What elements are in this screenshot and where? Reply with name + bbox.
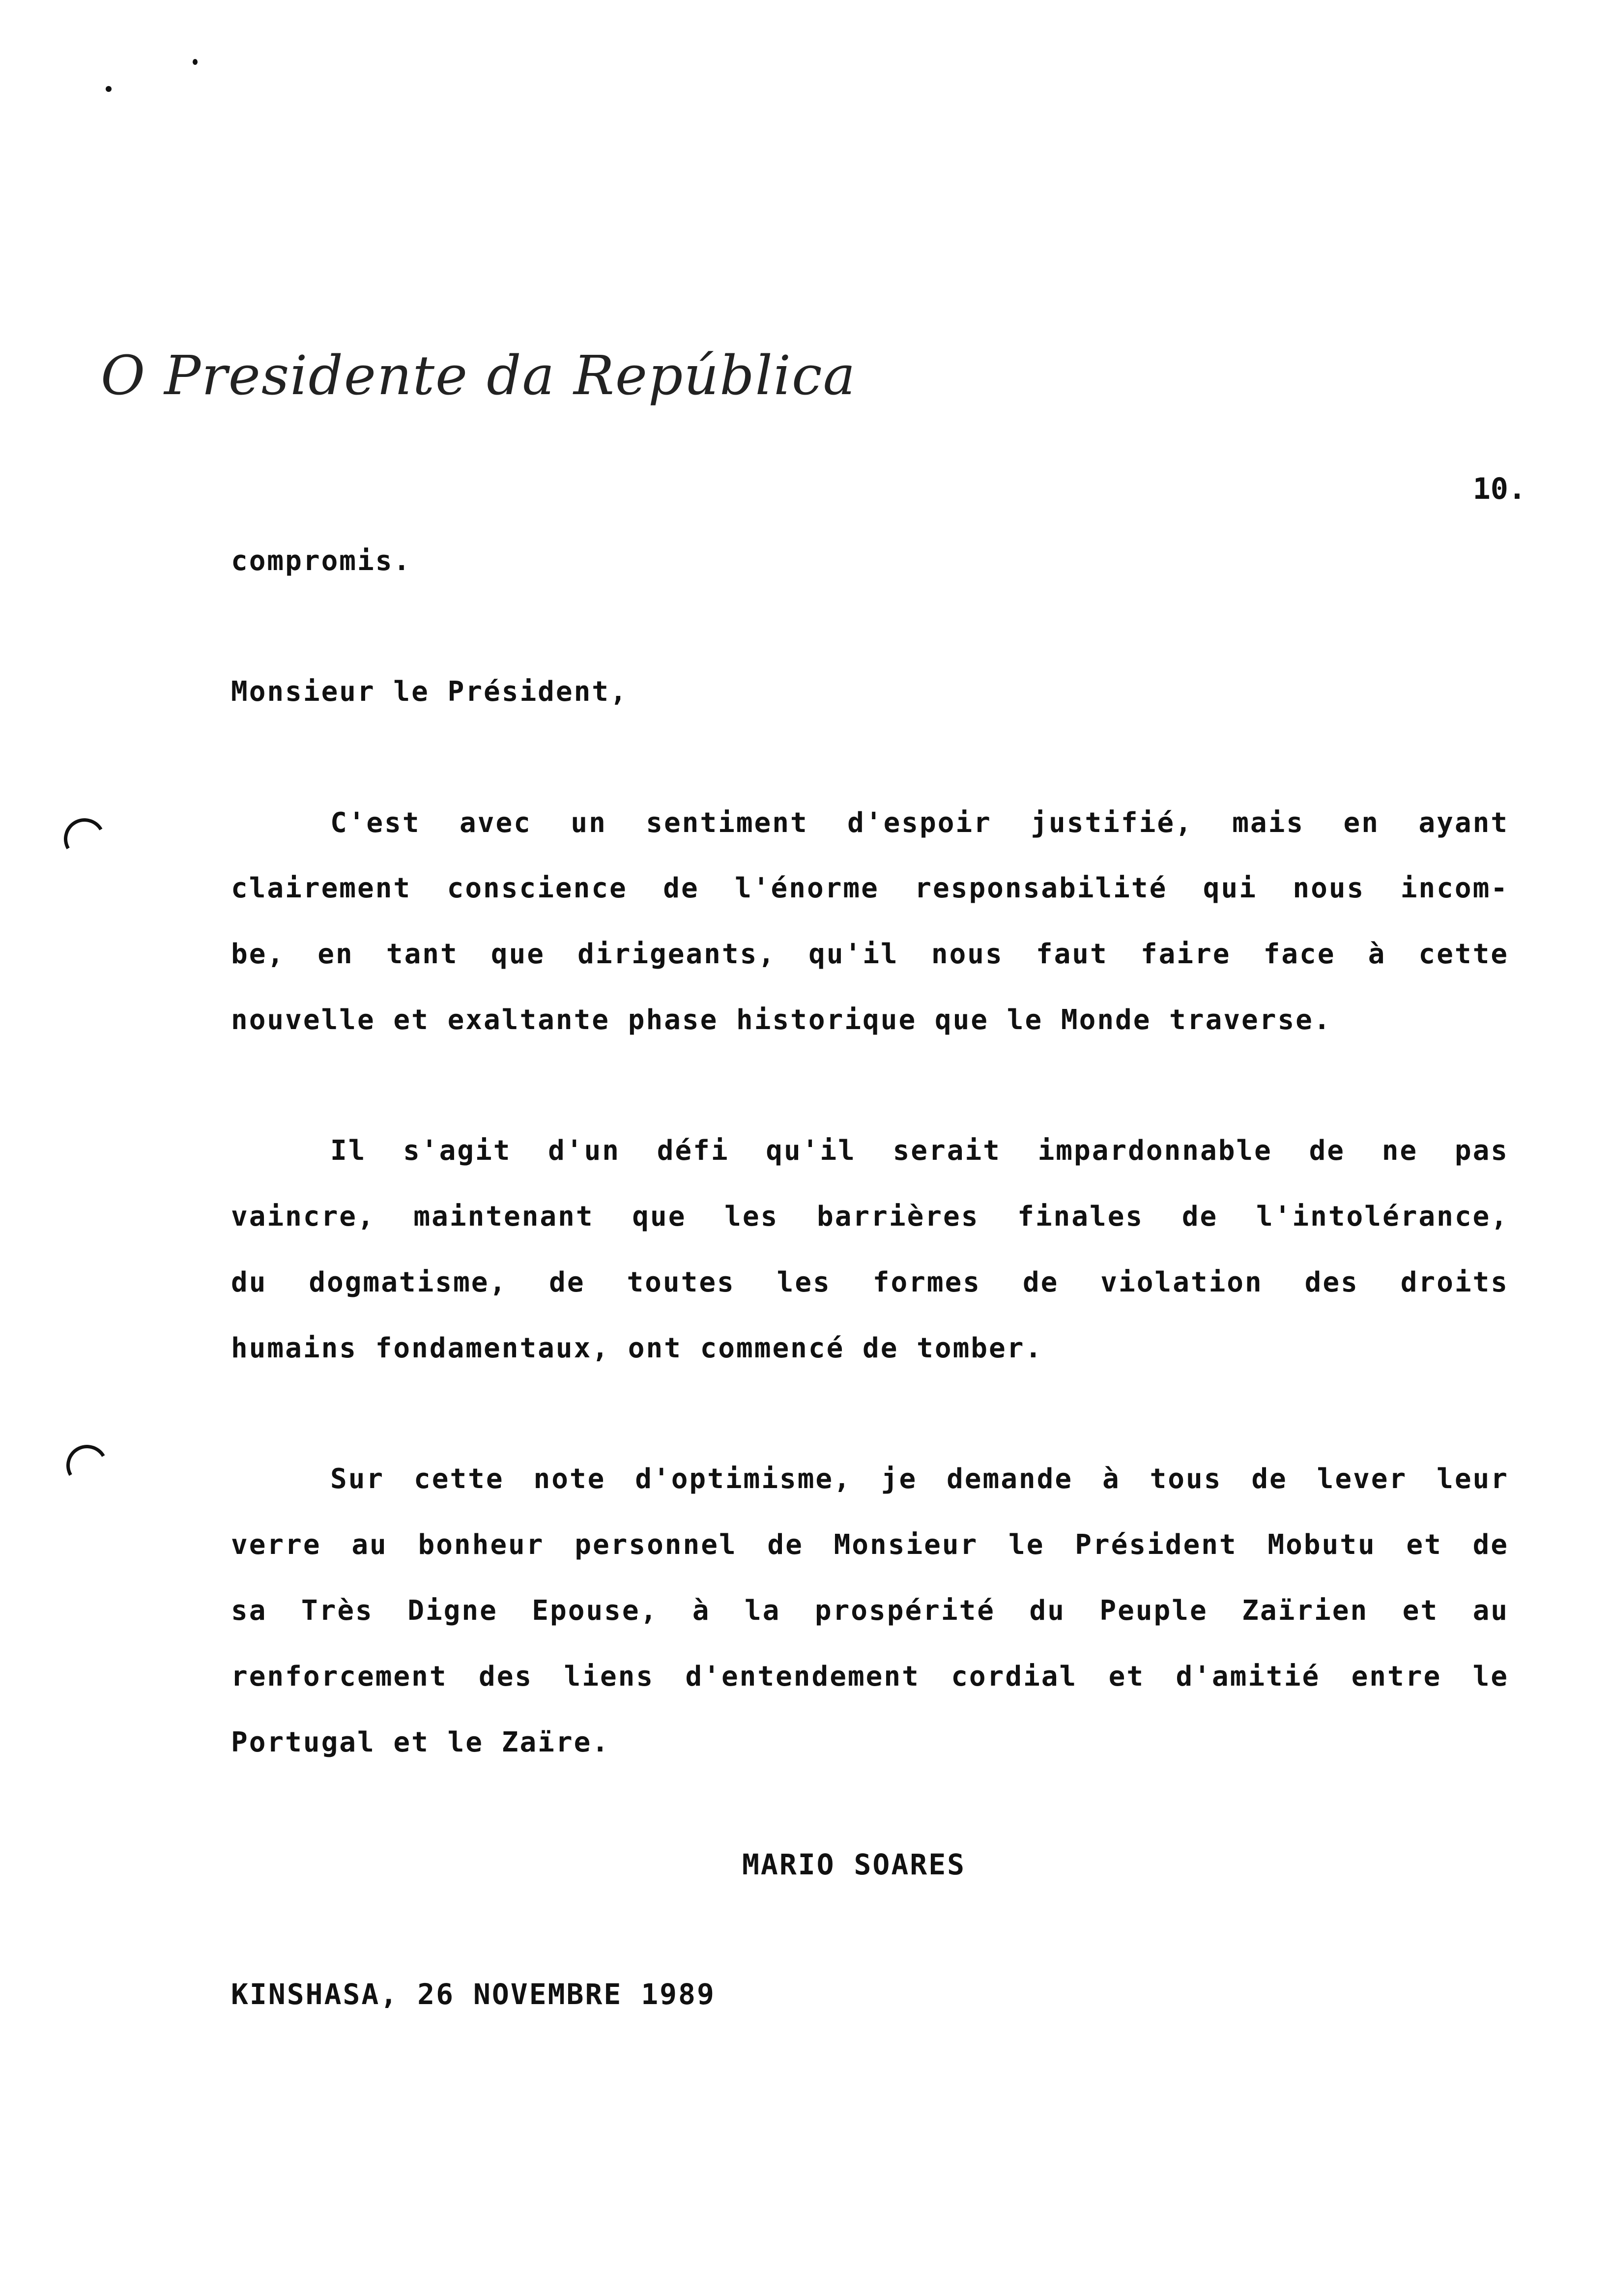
text-line: nouvelle et exaltante phase historique que le Monde traverse. [231, 1004, 1332, 1036]
scan-speck [106, 86, 112, 92]
text-line: be, en tant que dirigeants, qu'il nous faut faire face à cette [231, 938, 1509, 970]
text-line: Sur cette note d'optimisme, je demande à tous de lever leur [330, 1463, 1509, 1495]
text-line: compromis. [231, 545, 412, 577]
text-line: verre au bonheur personnel de Monsieur le Président Mobutu et de [231, 1529, 1509, 1561]
letterhead: O Presidente da República [101, 344, 857, 407]
signature-name: MARIO SOARES [742, 1848, 966, 1881]
text-line: sa Très Digne Epouse, à la prospérité du Peuple Zaïrien et au [231, 1595, 1509, 1627]
text-line: vaincre, maintenant que les barrières finales de l'intolérance, [231, 1201, 1509, 1233]
scan-speck [193, 59, 198, 65]
salutation: Monsieur le Président, [231, 676, 628, 708]
punch-hole-mark [59, 814, 110, 864]
text-line: renforcement des liens d'entendement cordial et d'amitié entre le [231, 1661, 1509, 1693]
text-line: humains fondamentaux, ont commencé de tomber. [231, 1332, 1043, 1364]
text-line: clairement conscience de l'énorme responsabilité qui nous incom- [231, 872, 1509, 904]
text-line: C'est avec un sentiment d'espoir justifié, mais en ayant [330, 807, 1509, 839]
text-line: Portugal et le Zaïre. [231, 1726, 610, 1758]
place-date: KINSHASA, 26 NOVEMBRE 1989 [231, 1978, 716, 2011]
punch-hole-mark [62, 1440, 113, 1491]
page-number: 10. [1472, 472, 1526, 506]
text-line: du dogmatisme, de toutes les formes de violation des droits [231, 1266, 1509, 1298]
text-line: Il s'agit d'un défi qu'il serait impardonnable de ne pas [330, 1135, 1509, 1167]
